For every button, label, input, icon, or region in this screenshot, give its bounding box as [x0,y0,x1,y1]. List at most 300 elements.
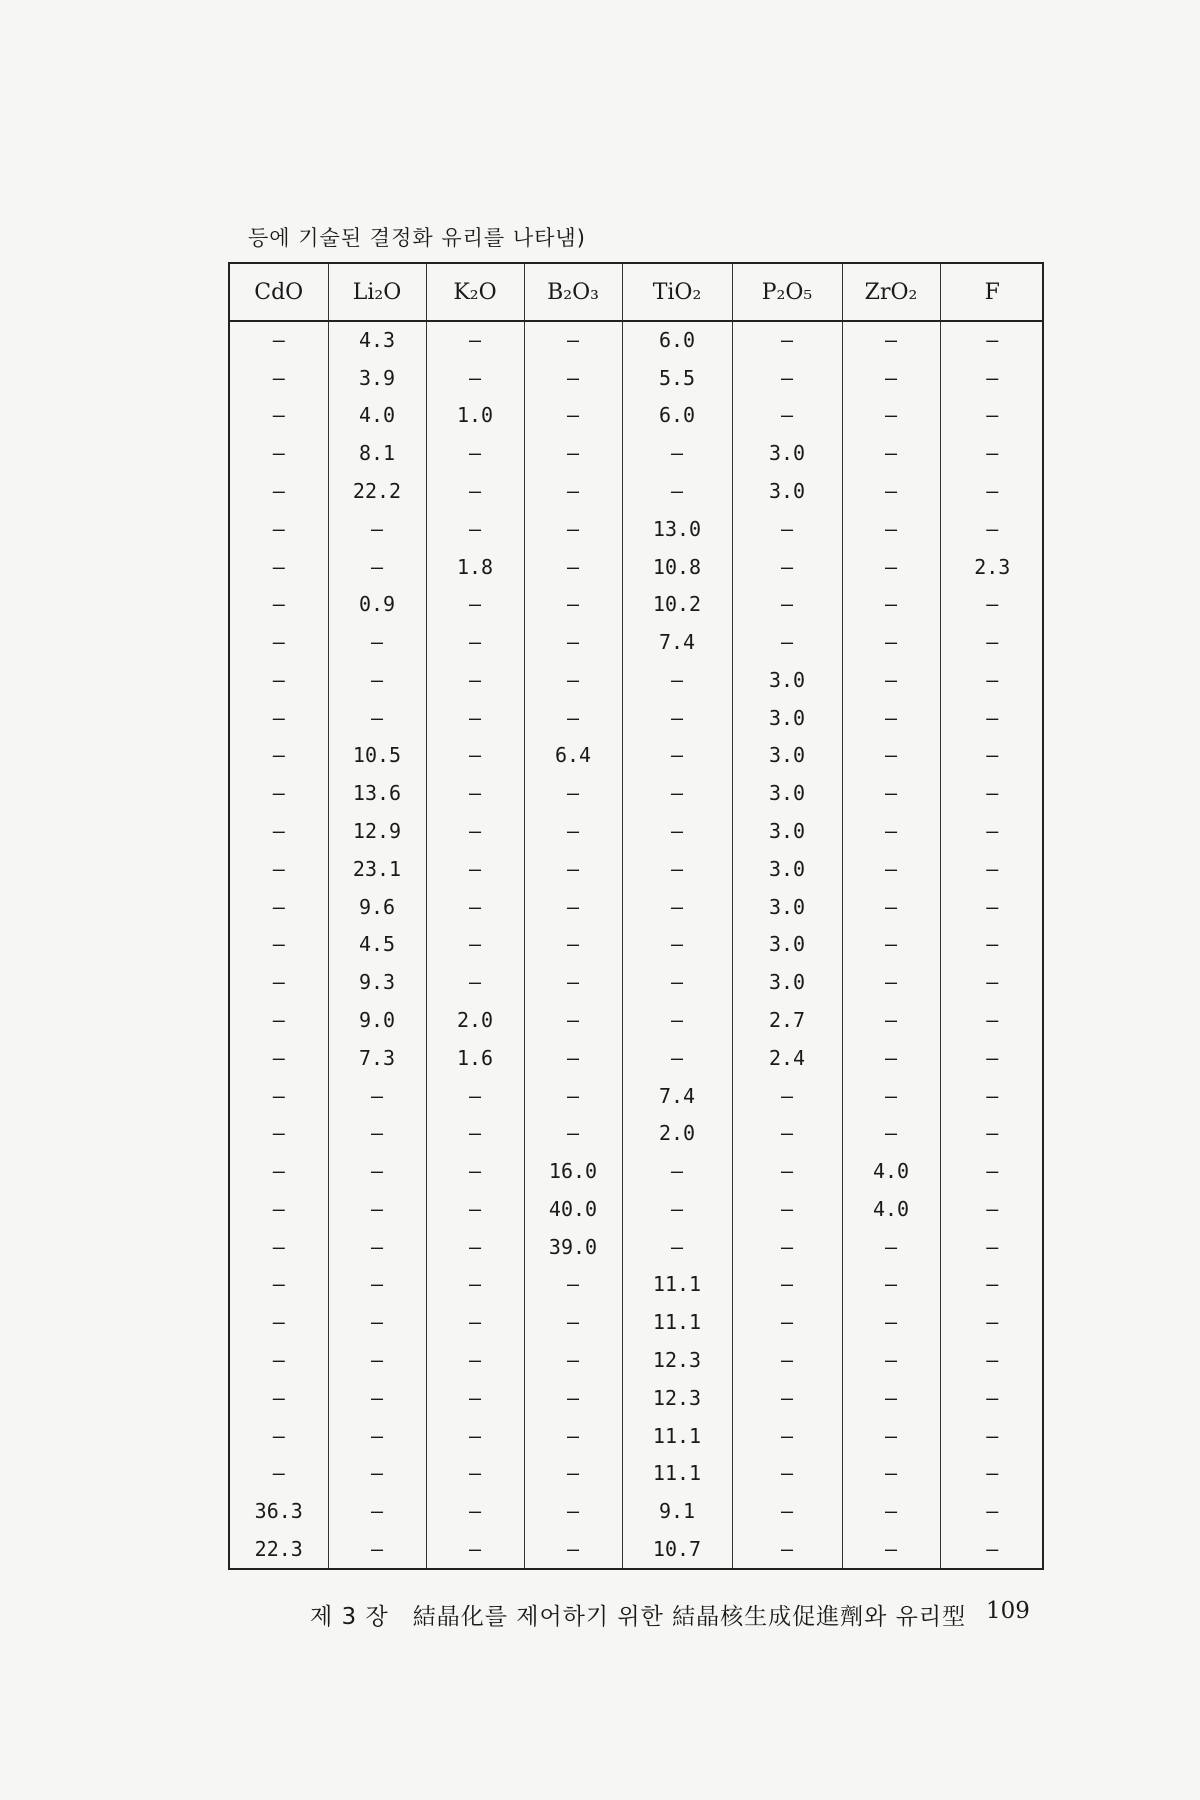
table-row [230,1001,1044,1039]
table-cell: 7.4 [622,623,732,661]
table-cell: — [524,1001,622,1039]
table-row [230,737,1044,775]
table-cell: — [272,479,285,504]
table-cell: — [272,1347,285,1372]
table-cell: — [940,1341,1044,1379]
table-cell: — [732,623,842,661]
table-cell: — [272,705,285,730]
table-cell: — [622,699,732,737]
table-cell: — [940,359,1044,397]
table-cell: 2.4 [732,1039,842,1077]
table-cell: — [328,1379,426,1417]
table-cell: 13.0 [622,510,732,548]
table-cell: — [732,548,842,586]
table-cell: — [622,661,732,699]
table-cell: — [732,510,842,548]
table-cell: 2.0 [622,1114,732,1152]
table-cell: — [524,434,622,472]
table-cell: — [272,554,285,579]
table-cell: — [426,1228,524,1266]
column-header: TiO₂ [622,264,732,321]
table-cell: — [940,812,1044,850]
column-header: Li₂O [328,264,426,321]
table-cell: — [272,932,285,957]
table-cell: — [524,510,622,548]
table-cell: — [940,321,1044,359]
table-cell: — [842,359,940,397]
table-cell: — [524,1417,622,1455]
table-cell: — [622,1190,732,1228]
table-cell: — [426,1379,524,1417]
table-cell: — [622,774,732,812]
table-cell: — [272,856,285,881]
table-cell: — [272,1007,285,1032]
table-cell: — [426,472,524,510]
table-row [230,1228,1044,1266]
table-cell: — [328,510,426,548]
table-cell: 10.5 [328,737,426,775]
table-cell: 4.0 [328,397,426,435]
table-row [230,963,1044,1001]
table-cell: — [940,472,1044,510]
table-cell: — [524,1454,622,1492]
table-cell: — [426,585,524,623]
table-cell: — [524,888,622,926]
table-cell: — [940,926,1044,964]
table-cell: — [622,1228,732,1266]
table-cell: — [940,1266,1044,1304]
table-cell: — [524,1379,622,1417]
table-cell: — [940,434,1044,472]
table-cell: — [732,397,842,435]
table-cell: — [426,510,524,548]
table-cell: — [272,1121,285,1146]
table-cell: — [328,1266,426,1304]
table-cell: 3.0 [732,472,842,510]
table-cell: — [524,585,622,623]
table-cell: — [524,623,622,661]
table-cell: 13.6 [328,774,426,812]
table-row [230,1152,1044,1190]
composition-table-container [228,262,1044,1570]
table-cell: — [272,1423,285,1448]
table-cell: 3.0 [732,699,842,737]
table-cell: — [842,699,940,737]
table-cell: — [328,1454,426,1492]
table-cell: — [328,1341,426,1379]
table-cell: — [328,1152,426,1190]
table-cell: — [328,623,426,661]
table-cell: — [524,1530,622,1568]
table-row [230,1379,1044,1417]
table-cell: 12.9 [328,812,426,850]
table-row [230,926,1044,964]
table-cell: — [940,1492,1044,1530]
table-cell: — [524,774,622,812]
table-row [230,434,1044,472]
table-cell: — [272,1272,285,1297]
table-cell: — [426,623,524,661]
table-cell: — [272,403,285,428]
table-cell: 23.1 [328,850,426,888]
table-cell: — [732,1341,842,1379]
table-row [230,1303,1044,1341]
running-footer-chapter-title: 제 3 장 結晶化를 제어하기 위한 結晶核生成促進劑와 유리型 [310,1604,967,1630]
table-cell: — [426,321,524,359]
table-cell: — [524,661,622,699]
table-cell: — [842,1530,940,1568]
table-cell: — [842,1266,940,1304]
table-cell: 11.1 [622,1417,732,1455]
table-cell: — [622,434,732,472]
table-row [230,397,1044,435]
table-cell: 40.0 [524,1190,622,1228]
table-cell: — [940,623,1044,661]
table-cell: — [272,516,285,541]
table-cell: — [940,1454,1044,1492]
table-cell: — [940,1152,1044,1190]
table-header-row [230,264,1044,321]
table-row [230,1114,1044,1152]
table-cell: — [426,1077,524,1115]
table-row [230,1039,1044,1077]
table-cell: — [842,661,940,699]
table-cell: — [328,1114,426,1152]
table-cell: — [426,1190,524,1228]
table-cell: — [732,1152,842,1190]
table-cell: — [732,1303,842,1341]
table-cell: — [272,970,285,995]
table-cell: — [272,1385,285,1410]
table-cell: — [272,328,285,353]
table-cell: 16.0 [524,1152,622,1190]
table-cell: — [732,1379,842,1417]
table-cell: — [524,1114,622,1152]
table-row [230,1266,1044,1304]
table-row [230,548,1044,586]
table-cell: — [524,963,622,1001]
table-cell: — [272,1045,285,1070]
table-cell: — [732,1077,842,1115]
table-cell: — [426,699,524,737]
table-cell: — [732,1454,842,1492]
table-cell: — [940,1530,1044,1568]
table-cell: — [842,1417,940,1455]
table-cell: 22.2 [328,472,426,510]
table-cell: — [328,1417,426,1455]
table-cell: — [842,888,940,926]
table-cell: — [732,585,842,623]
table-cell: — [622,1039,732,1077]
table-cell: — [524,472,622,510]
table-row [230,812,1044,850]
table-cell: — [426,1492,524,1530]
table-cell: — [842,1492,940,1530]
table-cell: — [272,667,285,692]
table-cell: — [940,1114,1044,1152]
table-cell: — [940,774,1044,812]
table-cell: — [842,1379,940,1417]
table-cell: — [426,926,524,964]
table-cell: 1.8 [426,548,524,586]
table-row [230,661,1044,699]
table-cell: — [732,1190,842,1228]
table-cell: 9.6 [328,888,426,926]
table-cell: 3.0 [732,888,842,926]
table-cell: — [940,888,1044,926]
table-row [230,321,1044,359]
table-cell: — [272,630,285,655]
table-cell: — [842,1228,940,1266]
table-cell: — [940,737,1044,775]
table-cell: — [328,548,426,586]
table-cell: — [524,850,622,888]
table-cell: — [426,1114,524,1152]
table-cell: 11.1 [622,1303,732,1341]
table-cell: — [272,894,285,919]
table-cell: 6.0 [622,321,732,359]
table-body [230,321,1044,1568]
table-cell: — [732,1530,842,1568]
table-cell: — [622,926,732,964]
table-cell: — [524,1492,622,1530]
table-cell: 8.1 [328,434,426,472]
column-header: ZrO₂ [842,264,940,321]
table-row [230,585,1044,623]
table-cell: — [622,812,732,850]
table-cell: 11.1 [622,1454,732,1492]
table-cell: 11.1 [622,1266,732,1304]
table-cell: 4.5 [328,926,426,964]
table-cell: — [732,1228,842,1266]
table-cell: — [272,819,285,844]
column-header: P₂O₅ [732,264,842,321]
table-cell: — [940,661,1044,699]
table-row [230,1454,1044,1492]
table-cell: 9.3 [328,963,426,1001]
table-row [230,888,1044,926]
table-cell: — [426,963,524,1001]
column-header: B₂O₃ [524,264,622,321]
table-cell: — [426,1454,524,1492]
table-cell: — [940,1417,1044,1455]
table-cell: — [272,743,285,768]
table-cell: 10.8 [622,548,732,586]
table-cell: 7.3 [328,1039,426,1077]
table-cell: 3.0 [732,661,842,699]
table-cell: — [426,434,524,472]
table-cell: — [328,699,426,737]
table-cell: — [524,1077,622,1115]
table-cell: 1.0 [426,397,524,435]
table-cell: — [842,510,940,548]
table-row [230,359,1044,397]
table-cell: 22.3 [254,1537,303,1561]
table-cell: — [426,1530,524,1568]
table-cell: — [272,781,285,806]
table-row [230,699,1044,737]
table-cell: — [272,365,285,390]
table-cell: — [426,888,524,926]
table-cell: 3.9 [328,359,426,397]
table-cell: — [272,1310,285,1335]
column-header: CdO [230,264,328,321]
table-cell: 3.0 [732,812,842,850]
table-cell: — [328,1190,426,1228]
table-cell: — [732,1492,842,1530]
table-cell: 9.0 [328,1001,426,1039]
page-number: 109 [986,1598,1030,1624]
table-cell: — [842,548,940,586]
table-cell: — [842,1114,940,1152]
table-cell: — [272,1461,285,1486]
table-row [230,472,1044,510]
table-cell: — [842,472,940,510]
table-cell: — [272,592,285,617]
table-cell: 6.0 [622,397,732,435]
table-row [230,1492,1044,1530]
table-row [230,623,1044,661]
table-cell: — [426,1417,524,1455]
table-cell: — [842,963,940,1001]
column-header: K₂O [426,264,524,321]
table-cell: — [524,926,622,964]
table-cell: — [842,1341,940,1379]
table-cell: — [842,1039,940,1077]
table-cell: — [940,963,1044,1001]
table-cell: — [328,1303,426,1341]
table-cell: — [426,1303,524,1341]
table-cell: — [842,812,940,850]
table-cell: 3.0 [732,963,842,1001]
table-cell: — [842,434,940,472]
table-cell: — [842,321,940,359]
table-cell: — [622,1152,732,1190]
table-cell: — [426,812,524,850]
table-cell: 2.0 [426,1001,524,1039]
table-cell: — [524,548,622,586]
table-row [230,1530,1044,1568]
table-cell: 10.2 [622,585,732,623]
table-cell: — [842,585,940,623]
table-cell: — [272,441,285,466]
table-cell: — [842,397,940,435]
table-cell: 2.3 [940,548,1044,586]
table-cell: 9.1 [622,1492,732,1530]
table-cell: — [732,359,842,397]
table-cell: — [524,1266,622,1304]
table-cell: — [622,1001,732,1039]
table-row [230,774,1044,812]
table-cell: — [842,623,940,661]
table-cell: — [940,850,1044,888]
table-cell: — [426,661,524,699]
table-cell: — [940,1228,1044,1266]
table-cell: — [842,737,940,775]
table-cell: 4.3 [328,321,426,359]
table-cell: 5.5 [622,359,732,397]
table-cell: 4.0 [842,1152,940,1190]
table-row [230,1417,1044,1455]
table-row [230,1341,1044,1379]
table-cell: — [842,1001,940,1039]
table-caption: 등에 기술된 결정화 유리를 나타냄) [248,226,586,250]
table-cell: — [940,1190,1044,1228]
table-cell: 1.6 [426,1039,524,1077]
table-cell: — [842,1303,940,1341]
table-cell: — [328,1530,426,1568]
composition-table [230,264,1044,1568]
table-cell: — [272,1196,285,1221]
table-cell: 12.3 [622,1341,732,1379]
table-cell: — [622,737,732,775]
table-cell: 4.0 [842,1190,940,1228]
table-cell: — [732,321,842,359]
table-cell: — [524,699,622,737]
table-cell: — [272,1083,285,1108]
table-cell: — [426,359,524,397]
table-cell: — [272,1234,285,1259]
table-cell: — [732,1417,842,1455]
table-cell: — [940,1001,1044,1039]
table-row [230,850,1044,888]
table-cell: — [622,472,732,510]
table-cell: — [940,1303,1044,1341]
table-cell: — [328,1492,426,1530]
table-cell: — [328,1077,426,1115]
table-cell: — [524,1039,622,1077]
table-cell: — [622,963,732,1001]
table-cell: 3.0 [732,434,842,472]
table-cell: — [524,321,622,359]
table-cell: 6.4 [524,737,622,775]
table-cell: 12.3 [622,1379,732,1417]
table-cell: — [426,774,524,812]
table-cell: — [842,850,940,888]
table-cell: — [328,661,426,699]
table-cell: 3.0 [732,774,842,812]
table-cell: — [524,397,622,435]
table-cell: 0.9 [328,585,426,623]
table-cell: 10.7 [622,1530,732,1568]
table-row [230,1077,1044,1115]
table-cell: — [524,812,622,850]
table-cell: — [940,699,1044,737]
table-cell: 3.0 [732,926,842,964]
table-cell: — [622,888,732,926]
table-cell: — [842,1454,940,1492]
table-cell: — [272,1159,285,1184]
table-cell: — [426,1341,524,1379]
table-cell: — [622,850,732,888]
table-cell: — [842,774,940,812]
table-cell: — [328,1228,426,1266]
table-row [230,510,1044,548]
table-cell: 7.4 [622,1077,732,1115]
table-cell: 2.7 [732,1001,842,1039]
column-header: F [940,264,1044,321]
table-cell: — [732,1114,842,1152]
table-cell: — [940,585,1044,623]
table-cell: — [940,1077,1044,1115]
table-cell: — [940,1039,1044,1077]
table-cell: — [524,1303,622,1341]
table-cell: — [524,1341,622,1379]
table-row [230,1190,1044,1228]
table-cell: 36.3 [254,1499,303,1524]
table-cell: — [842,1077,940,1115]
table-cell: — [426,1266,524,1304]
